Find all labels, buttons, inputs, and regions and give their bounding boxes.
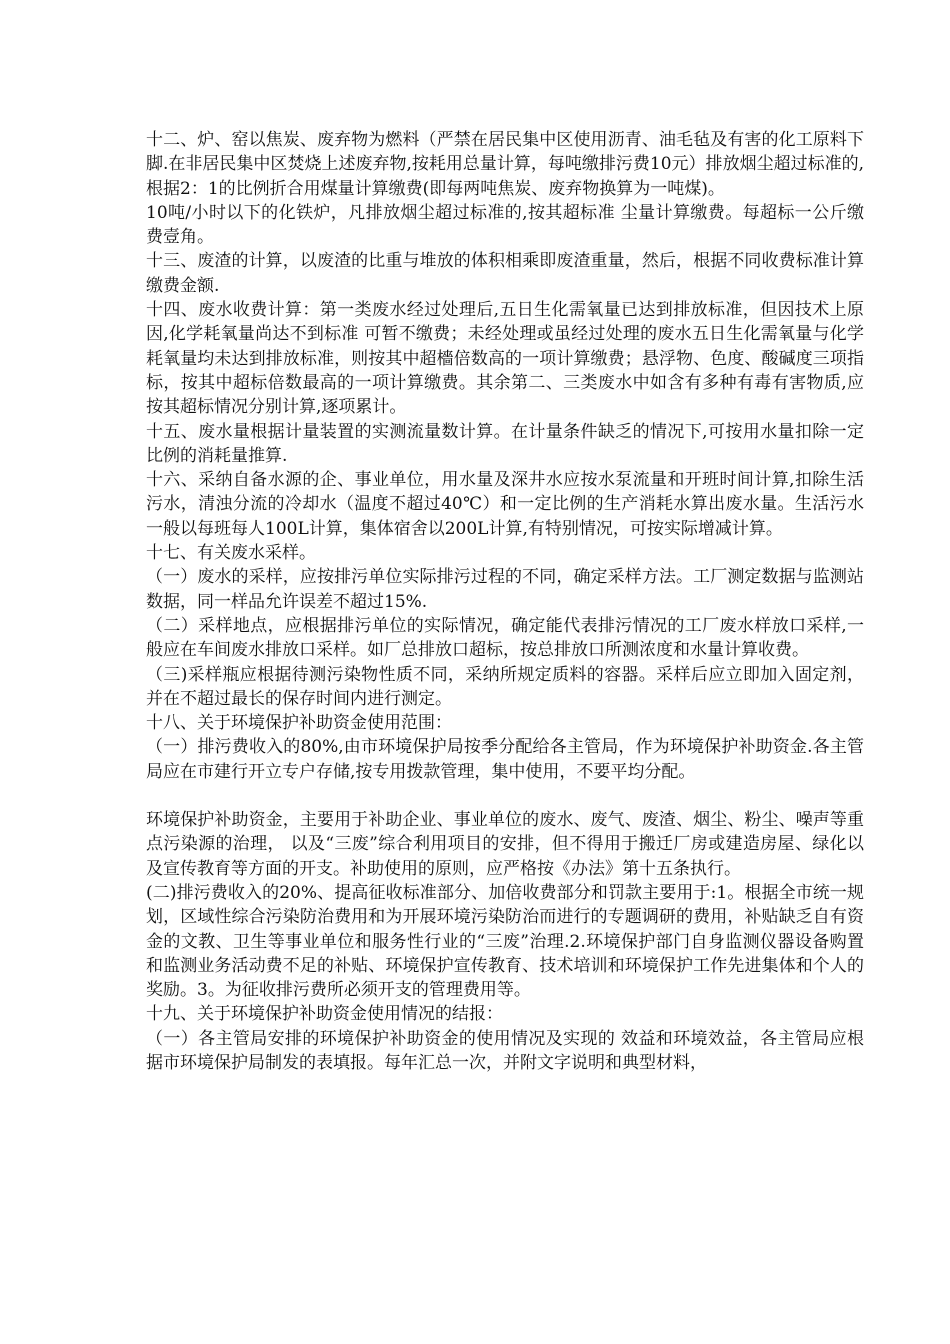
paragraph-15-wastewater-volume: 十五、废水量根据计量装置的实测流量数计算。在计量条件缺乏的情况下,可按用水量扣除一定比例的消耗量推算. (146, 421, 864, 466)
paragraph-14-wastewater-fee: 十四、废水收费计算：第一类废水经过处理后,五日生化需氧量已达到排放标准，但因技术上原因,化学耗氧量尚达不到标准 可暂不缴费；未经处理或虽经过处理的废水五日生化需氧量与化学耗氧量均未达到排放标准，则按其中超檣倍数高的一项计算缴费；悬浮物、色度、酸碱度三项指标，按其中超标倍数最高的一项计算缴费。其余第二、三类废水中如含有多种有毒有害物质,应按其超标情况分别计算,逐项累计。 (146, 300, 864, 418)
paragraph-18-subsidy-usage: 环境保护补助资金，主要用于补助企业、事业单位的废水、废气、废渣、烟尘、粉尘、噪声等重点污染源的治理， 以及“三废”综合利用项目的安排，但不得用于搬迁厂房或建造房屋、绿化以及宣传教育等方面的开支。补助使用的原则，应严格按《办法》第十五条执行。 (146, 810, 864, 879)
paragraph-16-own-water-source: 十六、采纳自备水源的企、事业单位，用水量及深井水应按水泵流量和开班时间计算,扣除生活污水，清浊分流的冷却水（温度不超过40℃）和一定比例的生产消耗水算出废水量。生活污水一般以每班每人100L计算，集体宿舍以200L计算,有特别情况，可按实际增减计算。 (146, 470, 864, 539)
paragraph-19-item-1: （一）各主管局安排的环境保护补助资金的使用情况及实现的 效益和环境效益，各主管局应根据市环境保护局制发的表填报。每年汇总一次，并附文字说明和典型材料， (146, 1028, 864, 1073)
paragraph-18-heading: 十八、关于环境保护补助资金使用范围： (146, 713, 452, 734)
paragraph-18-item-1: （一）排污费收入的80%,由市环境保护局按季分配给各主管局，作为环境保护补助资金.各主管局应在市建行开立专户存储,按专用拨款管理，集中使用，不要平均分配。 (146, 737, 864, 782)
paragraph-19-heading: 十九、关于环境保护补助资金使用情况的结报： (146, 1004, 503, 1025)
paragraph-iron-furnace: 10吨/小时以下的化铁炉，凡排放烟尘超过标准的,按其超标准 尘量计算缴费。每超标一公斤缴费壹角。 (146, 202, 864, 248)
paragraph-17-item-1: （一）废水的采样，应按排污单位实际排污过程的不同，确定采样方法。工厂测定数据与监测站数据，同一样品允许误差不超过15%. (146, 567, 864, 612)
paragraph-17-item-2: （二）采样地点，应根据排污单位的实际情况，确定能代表排污情况的工厂废水样放口采样,一般应在车间废水排放口采样。如厂总排放口超标，按总排放口所测浓度和水量计算收费。 (146, 615, 864, 661)
document-body (146, 128, 864, 1075)
paragraph-17-item-3: （三)采样瓶应根据待测污染物性质不同，采纳所规定质料的容器。采样后应立即加入固定剂，并在不超过最长的保存时间内进行测定。 (146, 664, 864, 709)
paragraph-13-waste-residue: 十三、废渣的计算，以废渣的比重与堆放的体积相乘即废渣重量，然后，根据不同收费标准计算缴费金额. (146, 251, 864, 296)
paragraph-17-sampling-heading: 十七、有关废水采样。 (146, 543, 316, 564)
paragraph-12-fuel: 十二、炉、窑以焦炭、废弃物为燃料（严禁在居民集中区使用沥青、油毛毡及有害的化工原料下脚.在非居民集中区焚烧上述废弃物,按耗用总量计算，每吨缴排污费10元）排放烟尘超过标准的,根据2：1的比例折合用煤量计算缴费(即每两吨焦炭、废弃物换算为一吨煤)。 (146, 130, 864, 199)
paragraph-18-item-2: (二)排污费收入的20%、提高征收标准部分、加倍收费部分和罚款主要用于:1。根据全市统一规划，区域性综合污染防治费用和为开展环境污染防治而进行的专题调研的费用，补贴缺乏自有资金的文教、卫生等事业单位和服务性行业的“三废”治理.2.环境保护部门自身监测仪器设备购置和监测业务活动费不足的补贴、环境保护宣传教育、技术培训和环境保护工作先进集体和个人的奖励。3。为征收排污费所必须开支的管理费用等。 (146, 882, 864, 1001)
